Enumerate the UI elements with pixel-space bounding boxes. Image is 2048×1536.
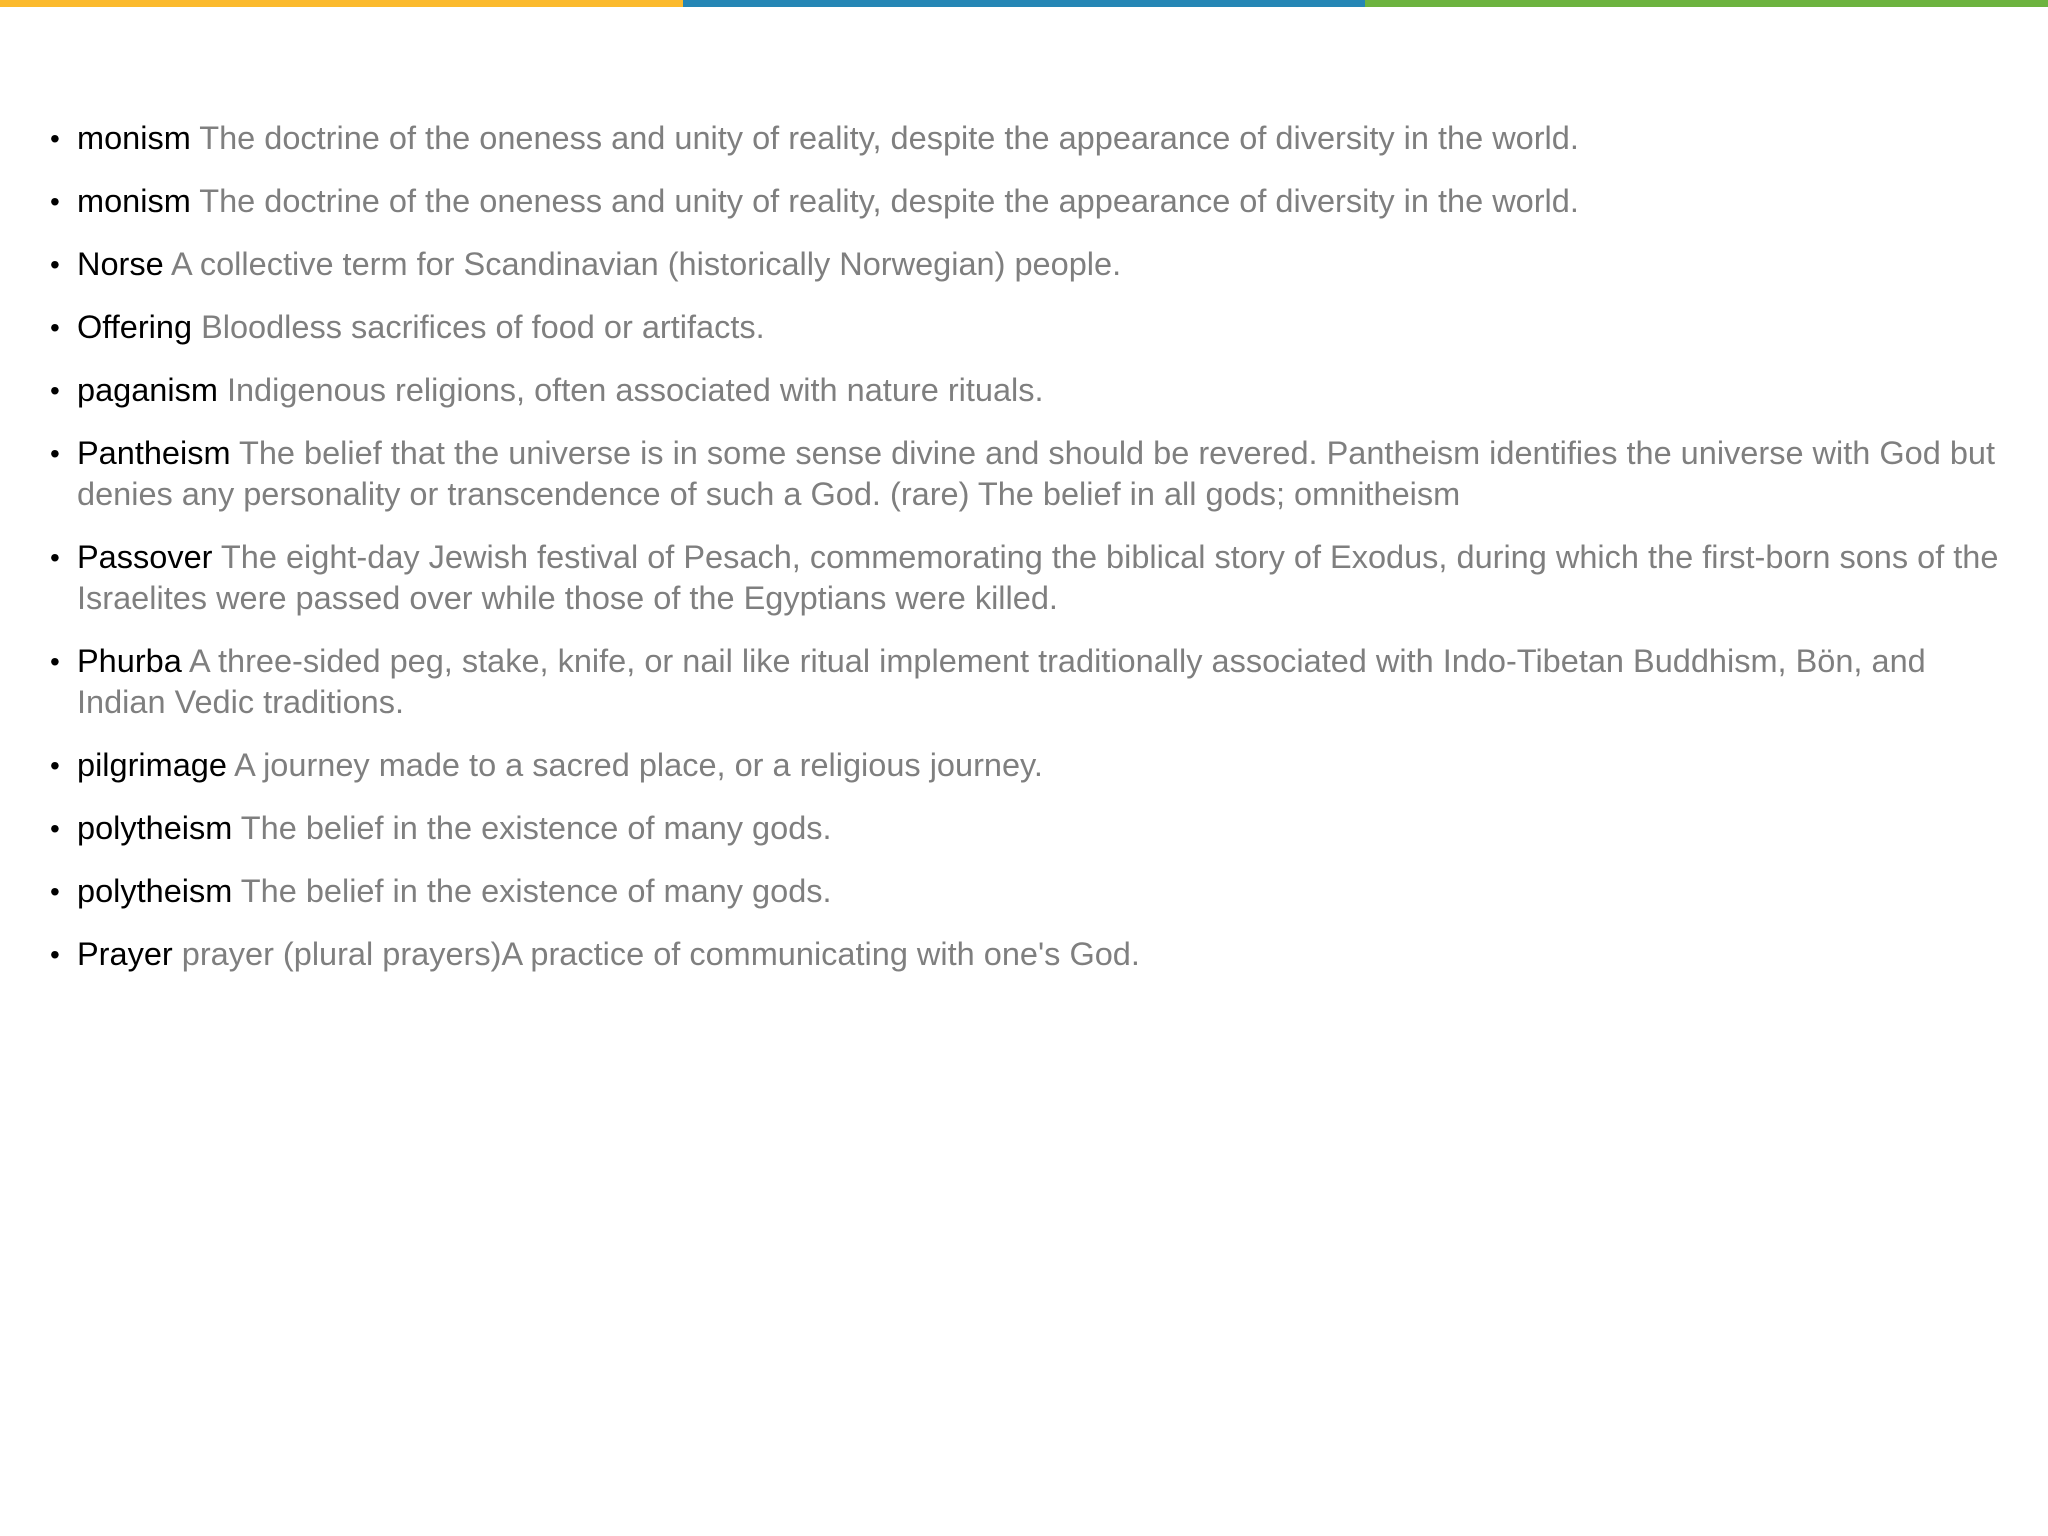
glossary-entry — [50, 181, 2010, 222]
glossary-list — [50, 118, 2010, 997]
glossary-definition: Bloodless sacrifices of food or artifacts. — [201, 309, 765, 345]
accent-bar-green — [1365, 0, 2048, 7]
bullet: • — [50, 375, 60, 406]
glossary-term: Pantheism — [77, 435, 239, 471]
glossary-definition: The eight-day Jewish festival of Pesach, commemorating the biblical story of Exodus, during which the first-born sons of the Israelites were passed over while those of the Egyptians were killed. — [77, 539, 1999, 616]
accent-bar — [0, 0, 2048, 7]
glossary-definition: The doctrine of the oneness and unity of reality, despite the appearance of diversity in the world. — [199, 183, 1579, 219]
glossary-entry — [50, 118, 2010, 159]
glossary-definition: The belief that the universe is in some sense divine and should be revered. Pantheism identifies the universe with God but denies any personality or transcendence of such a God. (rare) The belief in all gods; omnitheism — [77, 435, 1996, 512]
bullet: • — [50, 646, 60, 677]
bullet: • — [50, 438, 60, 469]
glossary-entry — [50, 307, 2010, 348]
glossary-term: polytheism — [77, 810, 241, 846]
glossary-definition: prayer (plural prayers)A practice of communicating with one's God. — [181, 936, 1140, 972]
bullet: • — [50, 186, 60, 217]
bullet: • — [50, 876, 60, 907]
glossary-definition: The doctrine of the oneness and unity of reality, despite the appearance of diversity in the world. — [199, 120, 1579, 156]
bullet: • — [50, 249, 60, 280]
glossary-entry — [50, 641, 2010, 723]
bullet: • — [50, 750, 60, 781]
glossary-definition: The belief in the existence of many gods. — [240, 873, 832, 909]
glossary-entry — [50, 745, 2010, 786]
glossary-definition: Indigenous religions, often associated with nature rituals. — [226, 372, 1044, 408]
glossary-term: Norse — [77, 246, 171, 282]
accent-bar-blue — [683, 0, 1366, 7]
glossary-term: Passover — [77, 539, 221, 575]
glossary-definition: The belief in the existence of many gods. — [240, 810, 832, 846]
glossary-entry — [50, 537, 2010, 619]
glossary-term: pilgrimage — [77, 747, 235, 783]
glossary-entry — [50, 934, 2010, 975]
glossary-entry — [50, 244, 2010, 285]
glossary-term: Offering — [77, 309, 202, 345]
glossary-entry — [50, 808, 2010, 849]
bullet: • — [50, 813, 60, 844]
glossary-term: monism — [77, 120, 200, 156]
bullet: • — [50, 542, 60, 573]
accent-bar-yellow — [0, 0, 683, 7]
glossary-term: monism — [77, 183, 200, 219]
glossary-term: paganism — [77, 372, 227, 408]
glossary-entry — [50, 871, 2010, 912]
bullet: • — [50, 123, 60, 154]
glossary-term: polytheism — [77, 873, 241, 909]
glossary-term: Phurba — [77, 643, 190, 679]
glossary-term: Prayer — [77, 936, 182, 972]
glossary-definition: A journey made to a sacred place, or a religious journey. — [234, 747, 1043, 783]
glossary-definition: A collective term for Scandinavian (historically Norwegian) people. — [170, 246, 1122, 282]
glossary-entry — [50, 370, 2010, 411]
glossary-entry — [50, 433, 2010, 515]
glossary-definition: A three-sided peg, stake, knife, or nail like ritual implement traditionally associated with Indo-Tibetan Buddhism, Bön, and Indian Vedic traditions. — [77, 643, 1926, 720]
bullet: • — [50, 312, 60, 343]
bullet: • — [50, 939, 60, 970]
